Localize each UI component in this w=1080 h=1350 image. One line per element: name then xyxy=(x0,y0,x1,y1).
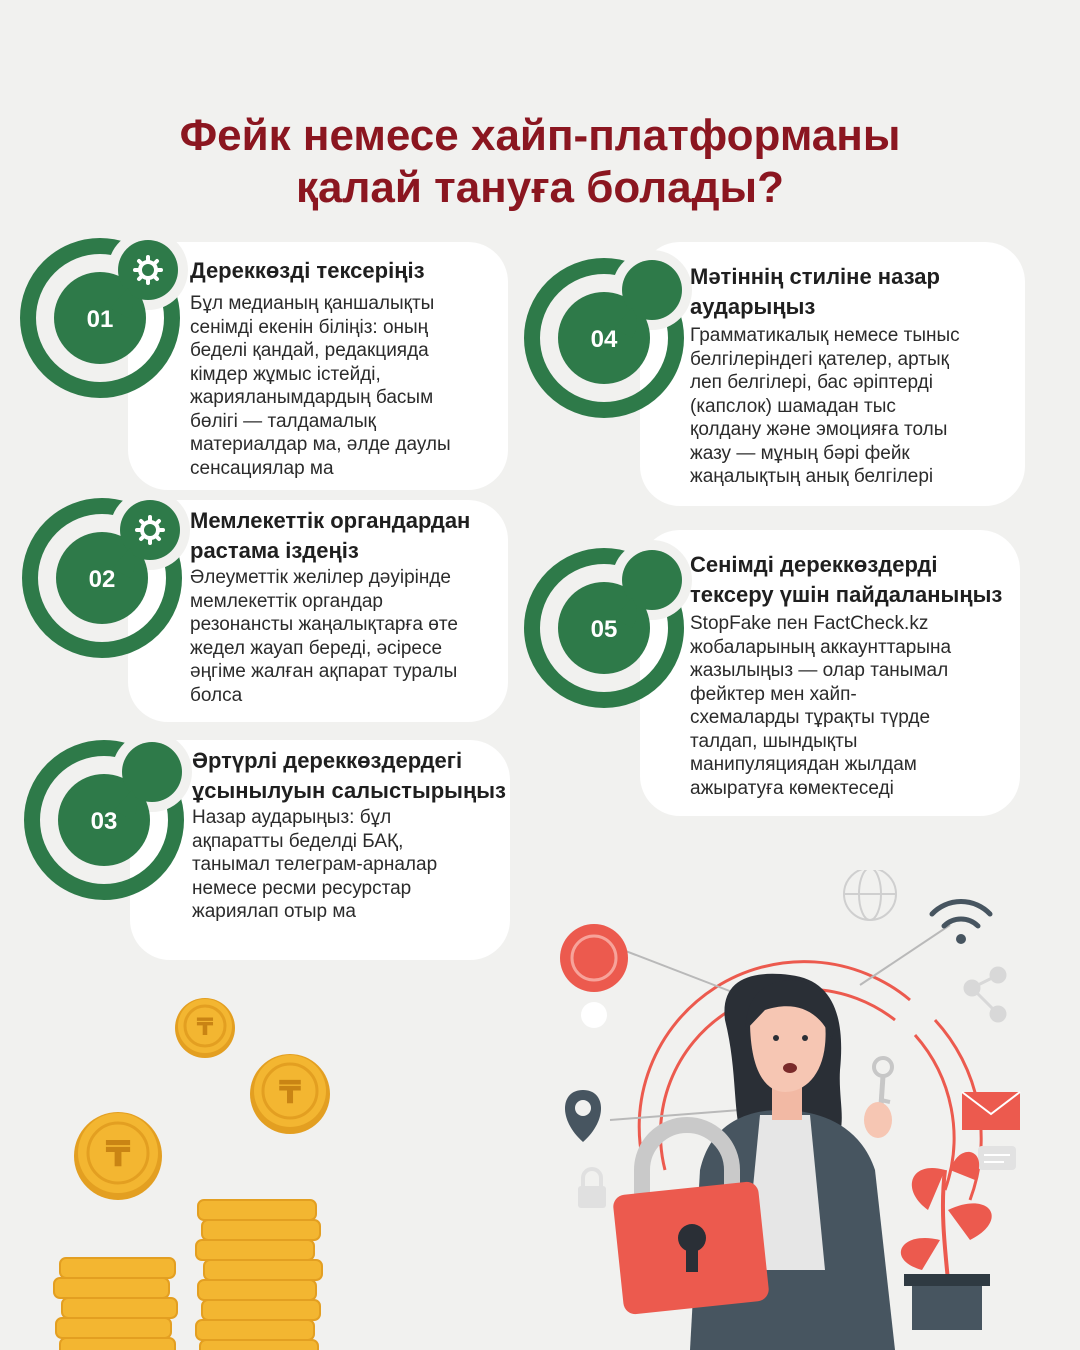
step-text-line: схемаларды тұрақты түрде xyxy=(690,707,931,728)
step-text-line: жаңалықтың анық белгілері xyxy=(690,466,934,487)
red-node xyxy=(560,924,628,1028)
step-title-line: Дереккөзді тексеріңіз xyxy=(190,258,425,283)
coin-symbol: ₸ xyxy=(105,1134,131,1175)
step-text-line: әңгіме жалған ақпарат туралы xyxy=(190,661,458,682)
coin-medium xyxy=(250,1054,330,1134)
small-lock-icon xyxy=(578,1169,606,1208)
step-number-02: 02 xyxy=(88,566,116,593)
envelope-icon xyxy=(962,1092,1020,1130)
step-title-line: тексеру үшін пайдаланыңыз xyxy=(690,582,1003,607)
step-text-line: Бұл медианың қаншалықты xyxy=(190,293,435,314)
step-text-line: Грамматикалық немесе тыныс xyxy=(690,325,960,346)
step-badge-03 xyxy=(4,720,204,920)
wifi-icon xyxy=(932,902,990,944)
step-text-line: беделі қандай, редакцияда xyxy=(190,340,429,361)
coin-stack-left xyxy=(54,1258,177,1350)
step-number-04: 04 xyxy=(590,326,618,353)
step-text-line: сенімді екенін біліңіз: оның xyxy=(190,316,429,338)
step-number-01: 01 xyxy=(86,306,114,333)
step-text-line: немесе ресми ресурстар xyxy=(192,877,412,899)
step-text-line: қолдану және эмоцияға толы xyxy=(690,419,948,440)
step-text-line: белгілеріндегі қателер, артық xyxy=(690,348,949,370)
step-title-04 xyxy=(690,262,1020,322)
step-title-05 xyxy=(690,550,1020,610)
woman-mouth xyxy=(783,1063,797,1073)
step-text-line: резонансты жаңалықтарға өте xyxy=(190,614,458,635)
step-text-04 xyxy=(690,324,1020,489)
step-text-line: мемлекеттік органдар xyxy=(190,590,383,612)
step-text-line: (капслок) шамадан тыс xyxy=(690,395,896,417)
step-text-line: жарияланымдардың басым xyxy=(190,387,434,408)
step-number-05: 05 xyxy=(590,616,618,643)
step-text-line: жариялап отыр ма xyxy=(192,901,356,922)
step-text-line: кімдер жұмыс істейді, xyxy=(190,363,381,385)
step-number-03: 03 xyxy=(90,808,118,835)
step-title-line: аударыңыз xyxy=(690,294,816,319)
step-text-line: Назар аударыңыз: бұл xyxy=(192,807,392,828)
step-text-line: фейктер мен хайп- xyxy=(690,683,857,705)
step-text-line: талдап, шындықты xyxy=(690,730,858,752)
step-badge-01 xyxy=(0,218,200,418)
page-title-line-2: қалай тануға болады? xyxy=(295,163,785,212)
step-text-line: жедел жауап береді, әсіресе xyxy=(190,637,443,659)
step-title-02 xyxy=(190,506,505,566)
step-title-line: Әртүрлі дереккөздердегі xyxy=(192,748,463,773)
step-title-line: Мәтіннің стиліне назар xyxy=(690,264,940,289)
step-title-line: растама іздеңіз xyxy=(190,538,359,563)
step-text-line: ажыратуға көмектеседі xyxy=(690,777,894,799)
share-icon xyxy=(965,968,1005,1021)
step-text-line: Әлеуметтік желілер дәуірінде xyxy=(190,567,451,588)
step-text-line: манипуляциядан жылдам xyxy=(690,754,917,775)
step-title-01 xyxy=(190,256,505,286)
step-badge-02 xyxy=(2,478,202,678)
step-title-03 xyxy=(192,746,508,806)
step-text-line: ақпаратты беделді БАҚ, xyxy=(192,830,404,852)
coin-stack-right xyxy=(196,1200,322,1350)
coin-large xyxy=(74,1112,162,1200)
coin-small xyxy=(175,998,235,1058)
step-title-line: Мемлекеттік органдардан xyxy=(190,508,471,533)
step-badge-04 xyxy=(504,238,704,438)
location-pin-icon xyxy=(565,1090,601,1142)
step-text-line: жобаларының аккаунттарына xyxy=(690,636,952,658)
step-text-03 xyxy=(192,806,507,924)
coins-illustration xyxy=(40,990,380,1350)
security-illustration xyxy=(550,870,1030,1350)
step-text-line: леп белгілері, бас әріптерді xyxy=(690,372,933,393)
step-text-line: жазылыңыз — олар танымал xyxy=(690,660,949,681)
step-text-line: бөлігі — талдамалық xyxy=(190,410,376,432)
step-text-line: сенсациялар ма xyxy=(190,457,334,479)
step-text-line: болса xyxy=(190,684,243,706)
step-text-05 xyxy=(690,612,1020,800)
step-text-02 xyxy=(190,566,505,707)
step-text-line: материалдар ма, әлде даулы xyxy=(190,434,451,455)
step-text-line: танымал телеграм-арналар xyxy=(192,854,438,875)
step-text-01 xyxy=(190,292,505,480)
step-text-line: StopFake пен FactCheck.kz xyxy=(690,613,929,634)
page-title-line-1: Фейк немесе хайп-платформаны xyxy=(179,111,901,160)
step-badge-05 xyxy=(504,528,704,728)
step-title-line: ұсынылуын салыстырыңыз xyxy=(192,778,506,803)
globe-icon xyxy=(844,870,896,920)
step-text-line: жазу — мұның бәрі фейк xyxy=(690,442,910,464)
page-title xyxy=(0,110,1080,214)
chat-icon xyxy=(978,1146,1016,1170)
woman-hand xyxy=(864,1102,892,1138)
coin-symbol: ₸ xyxy=(196,1013,214,1041)
coin-symbol: ₸ xyxy=(278,1073,302,1111)
step-title-line: Сенімді дереккөздерді xyxy=(690,552,938,577)
